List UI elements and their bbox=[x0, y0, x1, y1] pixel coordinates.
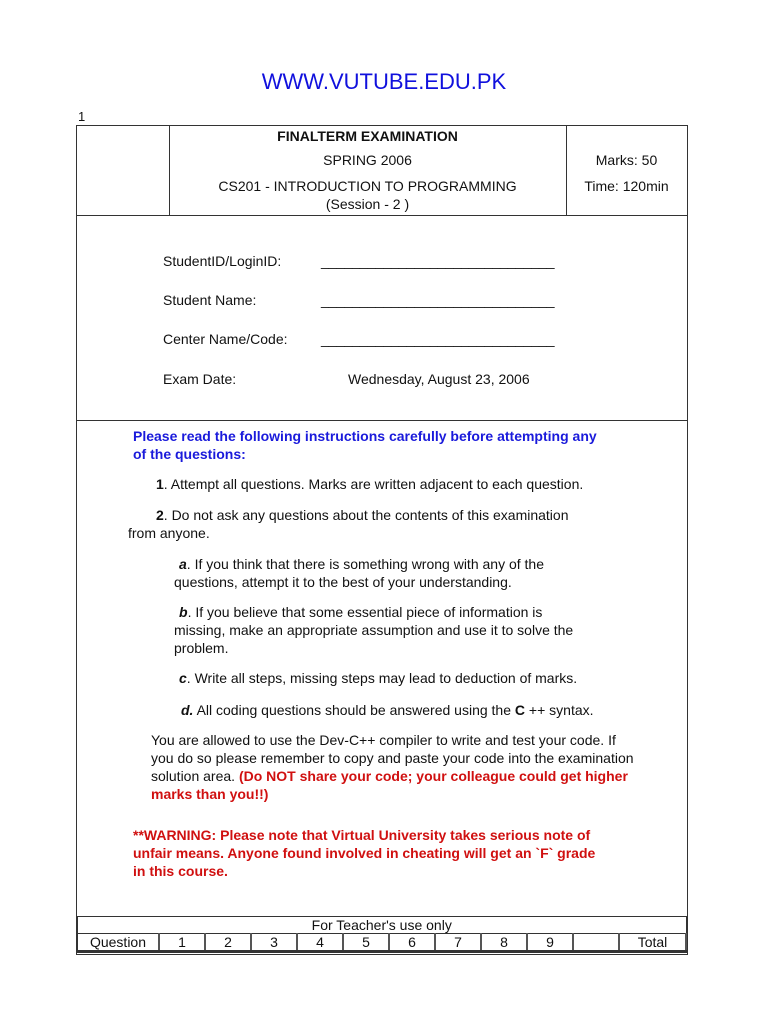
question-cell-8[interactable]: 8 bbox=[481, 934, 527, 952]
student-name-field[interactable]: ______________________________ bbox=[321, 292, 555, 308]
center-label: Center Name/Code: bbox=[163, 331, 288, 347]
dev-cpp-note: You are allowed to use the Dev-C++ compiler to write and test your code. If you do so please remember to copy and paste your code into the examination solution area. (Do NOT share your code; your colleague could get higher marks than you!!) bbox=[151, 732, 634, 802]
question-cell-7[interactable]: 7 bbox=[435, 934, 481, 952]
section-divider bbox=[77, 420, 687, 421]
exam-title: FINALTERM EXAMINATION bbox=[277, 128, 458, 144]
instruction-b: b. If you believe that some essential piece of information is missing, make an appropriate assumption and use it to solve the problem. bbox=[174, 604, 574, 656]
semester: SPRING 2006 bbox=[323, 152, 412, 168]
total-marks: Marks: 50 bbox=[595, 152, 658, 168]
question-cell-3[interactable]: 3 bbox=[251, 934, 297, 952]
session: (Session - 2 ) bbox=[325, 196, 410, 212]
header-blank-cell bbox=[77, 126, 170, 215]
question-cell-5[interactable]: 5 bbox=[343, 934, 389, 952]
instruction-2: 2. Do not ask any questions about the contents of this examination from anyone. bbox=[128, 507, 569, 541]
cheating-warning: **WARNING: Please note that Virtual University takes serious note of unfair means. Anyone found involved in cheating will get an `F` grade in this course. bbox=[133, 827, 596, 879]
instruction-a: a. If you think that there is something wrong with any of the questions, attempt it to the best of your understanding. bbox=[174, 556, 544, 590]
question-cell-4[interactable]: 4 bbox=[297, 934, 343, 952]
teacher-use-row bbox=[78, 934, 687, 952]
question-header-cell: Question bbox=[78, 934, 160, 952]
exam-cover-frame bbox=[76, 125, 688, 955]
time-limit: Time: 120min bbox=[584, 178, 669, 194]
student-name-label: Student Name: bbox=[163, 292, 257, 308]
student-id-field[interactable]: ______________________________ bbox=[321, 253, 555, 269]
page-number: 1 bbox=[78, 109, 86, 124]
header-marks-cell bbox=[566, 126, 687, 215]
course-name: CS201 - INTRODUCTION TO PROGRAMMING bbox=[218, 178, 517, 194]
exam-header bbox=[77, 126, 687, 216]
question-cell-2[interactable]: 2 bbox=[205, 934, 251, 952]
question-cell-blank[interactable] bbox=[573, 934, 619, 952]
teacher-use-table bbox=[77, 916, 687, 953]
question-cell-6[interactable]: 6 bbox=[389, 934, 435, 952]
question-cell-9[interactable]: 9 bbox=[527, 934, 573, 952]
header-info-cell bbox=[169, 126, 567, 215]
instruction-c: c. Write all steps, missing steps may lead to deduction of marks. bbox=[179, 670, 578, 686]
exam-date-value: Wednesday, August 23, 2006 bbox=[348, 371, 530, 387]
total-cell[interactable]: Total bbox=[619, 934, 686, 952]
site-link[interactable]: WWW.VUTUBE.EDU.PK bbox=[261, 69, 507, 94]
center-field[interactable]: ______________________________ bbox=[321, 331, 555, 347]
instructions-heading: Please read the following instructions carefully before attempting any of the questions: bbox=[133, 428, 597, 462]
student-id-label: StudentID/LoginID: bbox=[163, 253, 282, 269]
question-cell-1[interactable]: 1 bbox=[159, 934, 205, 952]
instruction-1: 1. Attempt all questions. Marks are written adjacent to each question. bbox=[156, 476, 584, 492]
exam-date-label: Exam Date: bbox=[163, 371, 237, 387]
instruction-d: d. All coding questions should be answered using the C ++ syntax. bbox=[181, 702, 594, 718]
teacher-use-caption: For Teacher's use only bbox=[78, 917, 687, 934]
